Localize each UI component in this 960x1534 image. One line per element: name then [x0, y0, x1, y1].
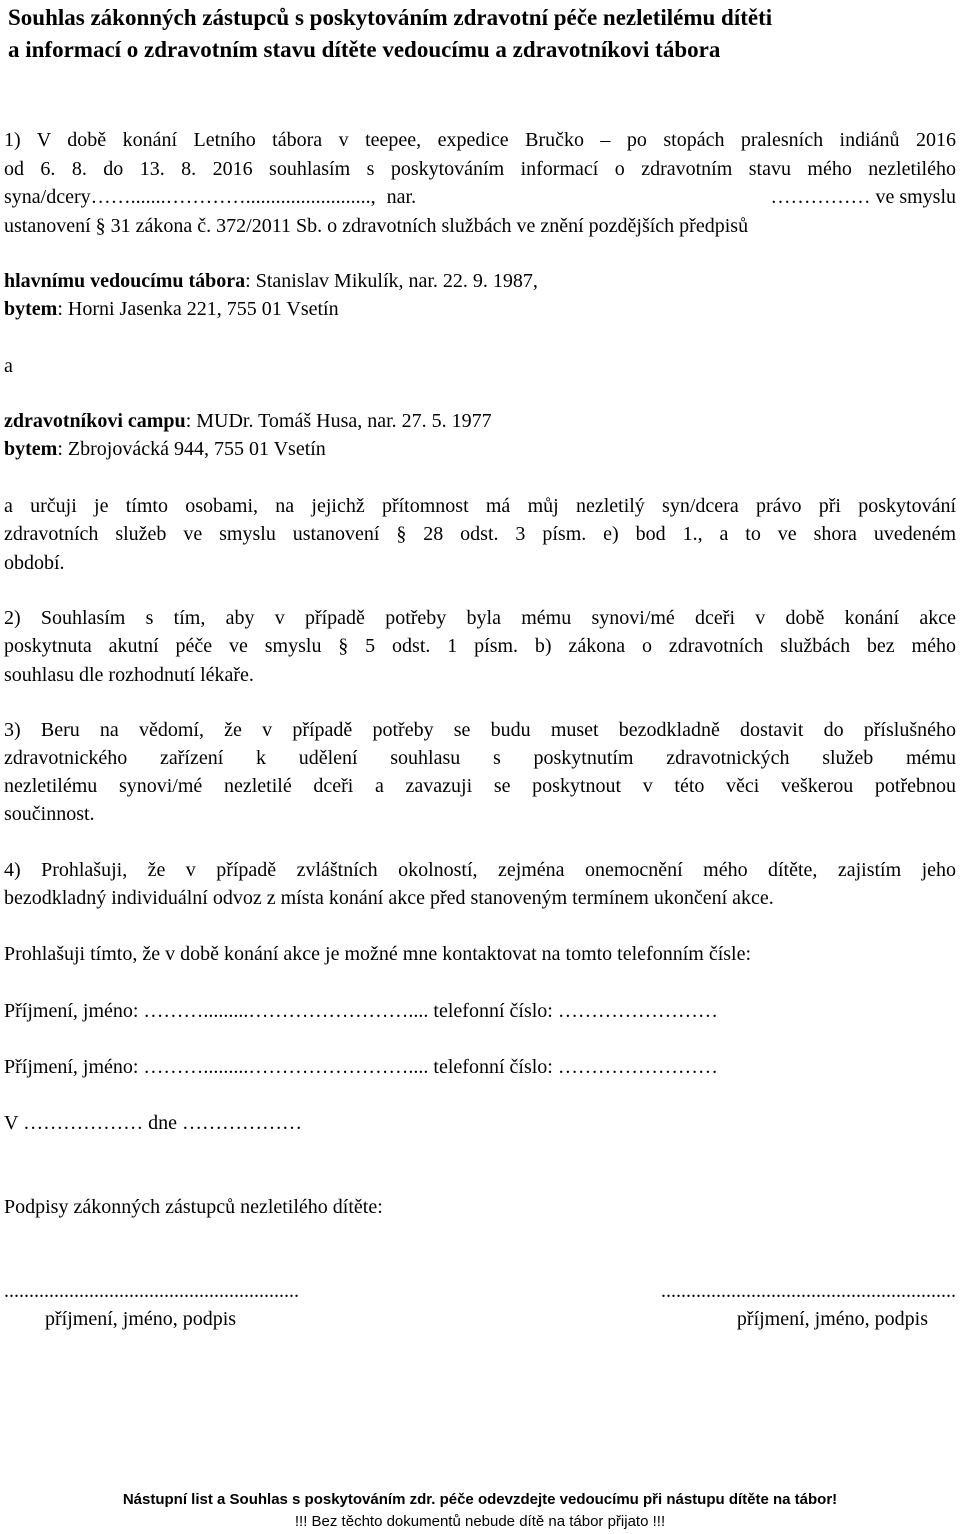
birth-label: nar.: [386, 186, 417, 208]
footer-line-1: Nástupní list a Souhlas s poskytováním zdr. péče odevzdejte vedoucímu při nástupu dítěte na tábor!: [122, 1491, 838, 1508]
authorization-line-3: období.: [4, 552, 65, 574]
section-1-line-2: od 6. 8. do 13. 8. 2016 souhlasím s poskytováním informací o zdravotním stavu mého nezletilého: [4, 158, 956, 180]
medic-address-label: bytem: [4, 438, 58, 460]
leader-address-line: [4, 295, 956, 323]
leader-value: : Stanislav Mikulík, nar. 22. 9. 1987,: [245, 270, 538, 292]
title-line-2: a informací o zdravotním stavu dítěte vedoucímu a zdravotníkovi tábora: [8, 37, 721, 62]
document-title: [8, 2, 952, 66]
signature-caption-left: příjmení, jméno, podpis: [45, 1308, 237, 1330]
leader-address-label: bytem: [4, 298, 58, 320]
section-3-line-1: 3) Beru na vědomí, že v případě potřeby se budu muset bezodkladně dostavit do příslušného: [4, 719, 956, 741]
section-3-line-2: zdravotnického zařízení k udělení souhlasu s poskytnutím zdravotnických služeb mému: [4, 747, 956, 769]
medic-address-line: [4, 435, 956, 463]
contact-row-2: Příjmení, jméno: ……….........…………………….... telefonní číslo: ……………………: [4, 1056, 718, 1078]
section-3-line-3: nezletilému synovi/mé nezletilé dceři a zavazuji se poskytnout v této věci veškerou potřebnou: [4, 775, 956, 797]
contact-intro: Prohlašuji tímto, že v době konání akce je možné mne kontaktovat na tomto telefonním čísle:: [4, 943, 752, 965]
leader-address-value: : Horni Jasenka 221, 755 01 Vsetín: [57, 298, 339, 320]
footer-line-2: !!! Bez těchto dokumentů nebude dítě na tábor přijato !!!: [294, 1513, 666, 1530]
medic-label: zdravotníkovi campu: [4, 410, 186, 432]
section-2-line-1: 2) Souhlasím s tím, aby v případě potřeby byla mému synovi/mé dceři v době konání akce: [4, 607, 956, 629]
child-name-blank: syna/dcery…….......………….........................,: [4, 186, 376, 208]
signature-caption-right: příjmení, jméno, podpis: [736, 1308, 928, 1330]
authorization-line-1: a určuji je tímto osobami, na jejichž přítomnost má můj nezletilý syn/dcera právo při poskytování: [4, 495, 956, 517]
title-line-1: Souhlas zákonných zástupců s poskytováním zdravotní péče nezletilému dítěti: [8, 5, 773, 30]
birth-blank: …………… ve smyslu: [770, 186, 956, 208]
signature-dots-left: ...........................................................: [4, 1280, 299, 1302]
section-1-line-4: ustanovení § 31 zákona č. 372/2011 Sb. o zdravotních službách ve znění pozdějších předpisů: [4, 215, 749, 237]
signatures-heading: Podpisy zákonných zástupců nezletilého dítěte:: [4, 1196, 383, 1218]
medic-value: : MUDr. Tomáš Husa, nar. 27. 5. 1977: [185, 410, 492, 432]
section-4-line-1: 4) Prohlašuji, že v případě zvláštních okolností, zejména onemocnění mého dítěte, zajistím jeho: [4, 859, 956, 881]
section-3-line-4: součinnost.: [4, 803, 95, 825]
leader-label: hlavnímu vedoucímu tábora: [4, 270, 246, 292]
section-4-line-2: bezodkladný individuální odvoz z místa konání akce před stanoveným termínem ukončení akce.: [4, 887, 774, 909]
leader-line: [4, 267, 956, 295]
section-2-line-2: poskytnuta akutní péče ve smyslu § 5 odst. 1 písm. b) zákona o zdravotních službách bez mého: [4, 635, 956, 657]
place-date-line: V ……………… dne ………………: [4, 1112, 302, 1134]
authorization-line-2: zdravotních služeb ve smyslu ustanovení § 28 odst. 3 písm. e) bod 1., a to ve shora uvedeném: [4, 523, 956, 545]
medic-address-value: : Zbrojovácká 944, 755 01 Vsetín: [57, 438, 326, 460]
contact-row-1: Příjmení, jméno: ……….........…………………….... telefonní číslo: ……………………: [4, 1000, 718, 1022]
medic-line: [4, 407, 956, 435]
conjunction: a: [4, 355, 13, 377]
section-1-line-3: [4, 183, 956, 211]
signature-dots-right: ...........................................................: [661, 1280, 956, 1302]
section-1-line-1: 1) V době konání Letního tábora v teepee, expedice Bručko – po stopách pralesních indiánů 2016: [4, 129, 956, 151]
section-2-line-3: souhlasu dle rozhodnutí lékaře.: [4, 664, 254, 686]
